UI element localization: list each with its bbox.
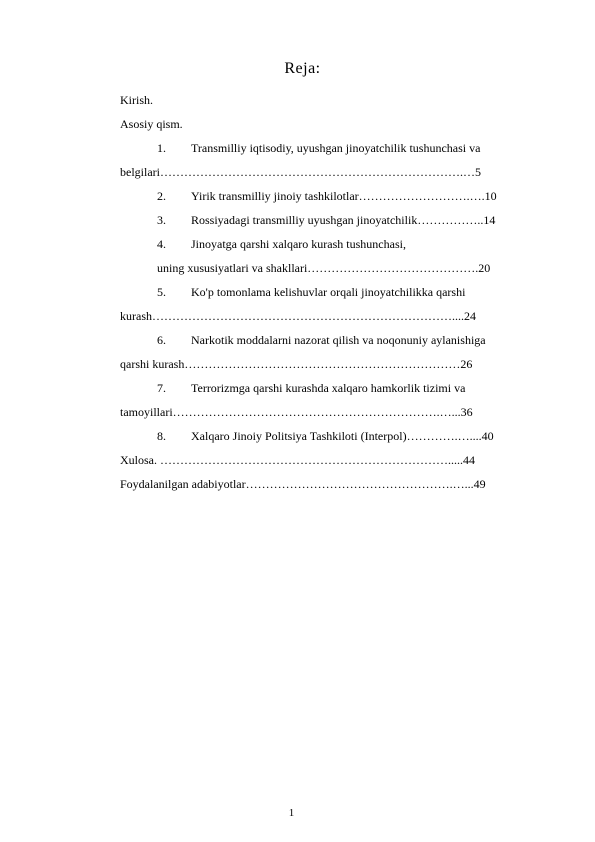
conclusion-line: Xulosa. ……………………………………………………………….....44 — [120, 453, 475, 467]
toc-item: Yirik transmilliy jinoiy tashkilotlar……………………….….10 — [191, 189, 497, 203]
page-number: 1 — [288, 807, 295, 819]
page-title: Reja: — [284, 60, 321, 77]
intro-line: Kirish. — [120, 93, 153, 107]
item-number: 2. — [157, 189, 166, 203]
item-number: 1. — [157, 141, 166, 155]
toc-item: Rossiyadagi transmilliy uyushgan jinoyatchilik……………..14 — [191, 213, 496, 227]
toc-item: Narkotik moddalarni nazorat qilish va noqonuniy aylanishiga — [191, 333, 486, 347]
toc-item-continuation: uning xususiyatlari va shakllari…………………………………….20 — [157, 261, 491, 275]
toc-item: Jinoyatga qarshi xalqaro kurash tushunchasi, — [191, 237, 406, 251]
toc-item-continuation: tamoyillari………………………………………………………….…...36 — [120, 405, 473, 419]
toc-item-continuation: kurash…………………………………………………………………....24 — [120, 309, 476, 323]
item-number: 8. — [157, 429, 166, 443]
item-number: 6. — [157, 333, 166, 347]
toc-item-continuation: qarshi kurash……………………………………………………………26 — [120, 357, 473, 371]
toc-item: Xalqaro Jinoiy Politsiya Tashkiloti (Interpol)………….…....40 — [191, 429, 494, 443]
toc-item: Terrorizmga qarshi kurashda xalqaro hamkorlik tizimi va — [191, 381, 466, 395]
item-number: 5. — [157, 285, 166, 299]
toc-item-continuation: belgilari………………………………………………………………….…5 — [120, 165, 481, 179]
item-number: 4. — [157, 237, 166, 251]
main-part-line: Asosiy qism. — [120, 117, 183, 131]
toc-item: Ko'p tomonlama kelishuvlar orqali jinoyatchilikka qarshi — [191, 285, 466, 299]
item-number: 7. — [157, 381, 166, 395]
toc-item: Transmilliy iqtisodiy, uyushgan jinoyatchilik tushunchasi va — [191, 141, 481, 155]
references-line: Foydalanilgan adabiyotlar…………………………………………….…...49 — [120, 477, 486, 491]
item-number: 3. — [157, 213, 166, 227]
